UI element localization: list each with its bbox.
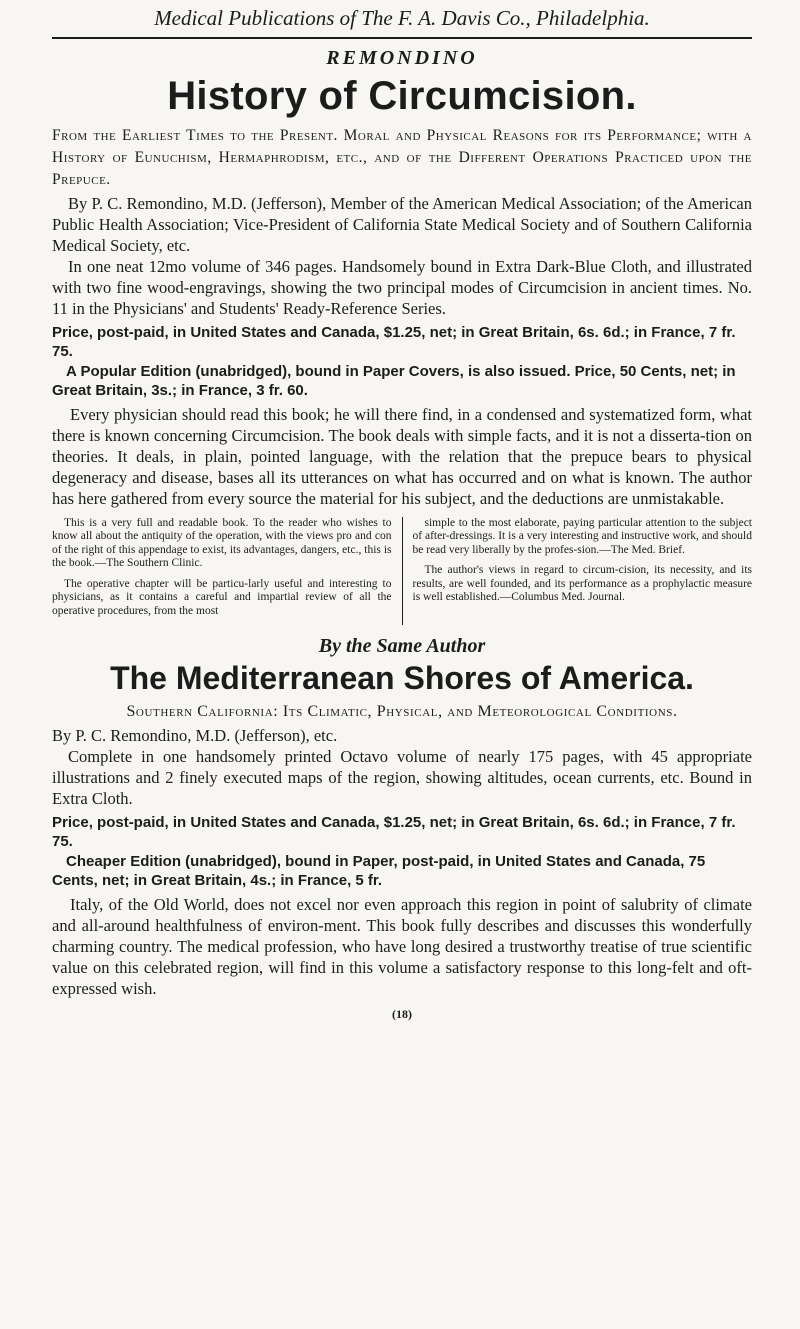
review-quote: The author's views in regard to circum-cision, its necessity, and its results, are well founded, and its performance as a prophylactic measure is well established.—Columbus Med. Journal. <box>412 564 752 603</box>
book-subtitle: From the Earliest Times to the Present. Moral and Physical Reasons for its Performance; with a History of Eunuchism, Hermaphrodism, etc., and of the Different Operations Practiced upon the Prepuce. <box>52 126 752 188</box>
book-byline: By P. C. Remondino, M.D. (Jefferson), Member of the American Medical Association; of the American Public Health Association; Vice-President of California State Medical Society and of Southern California Medical Society, etc. <box>52 193 752 255</box>
book-summary-2: Italy, of the Old World, does not excel nor even approach this region in point of salubrity of climate and all-around healthfulness of environ-ment. This book fully describes and discusses this wonderfully charming country. The medical profession, who have long desired a trustworthy treatise of true scientific value on this celebrated region, will find in this volume a satisfactory response to this long-felt and oft-expressed wish. <box>52 895 752 998</box>
page-number: (18) <box>392 1007 412 1021</box>
price-line-2: Price, post-paid, in United States and Canada, $1.25, net; in Great Britain, 6s. 6d.; in France, 7 fr. 75. <box>52 814 736 850</box>
book-summary: Every physician should read this book; he will there find, in a condensed and systematized form, what there is known concerning Circumcision. The book deals with simple facts, and it is not a disserta-tion on theories. It deals, in plain, pointed language, with the relation that the prepuce bears to physical degeneracy and disease, bases all its utterances on what has occurred and on what is known. The author has here gathered from every source the material for his subject, and the deductions are unmistakable. <box>52 404 752 508</box>
reviews <box>52 517 752 626</box>
review-quote: This is a very full and readable book. To the reader who wishes to know all about the antiquity of the operation, with the views pro and con of the right of this appendage to exist, its advantages, dangers, etc., this is the book.—The Southern Clinic. <box>52 516 392 569</box>
reviews-left-column <box>52 517 402 626</box>
author-heading: REMONDINO <box>326 46 478 69</box>
header-rule <box>52 37 752 39</box>
running-head <box>52 6 752 39</box>
book-byline-2: By P. C. Remondino, M.D. (Jefferson), etc. <box>52 726 338 745</box>
running-head-text: Medical Publications of The F. A. Davis Co., Philadelphia. <box>154 6 650 30</box>
review-quote: simple to the most elaborate, paying particular attention to the subject of after-dressings. It is a very interesting and instructive work, and should be read very liberally by the profes-sion.—The Med. Brief. <box>412 516 752 556</box>
reviews-right-column <box>402 517 753 626</box>
book-description-2: Complete in one handsomely printed Octavo volume of nearly 175 pages, with 45 appropriate illustrations and 2 finely executed maps of the region, showing altitudes, ocean currents, etc. Bound in Extra Cloth. <box>52 747 752 808</box>
price-line: Price, post-paid, in United States and Canada, $1.25, net; in Great Britain, 6s. 6d.; in France, 7 fr. 75. <box>52 323 736 360</box>
popular-edition-price: A Popular Edition (unabridged), bound in Paper Covers, is also issued. Price, 50 Cents, net; in Great Britain, 3s.; in France, 3 fr. 60. <box>52 362 736 399</box>
book-title-2: The Mediterranean Shores of America. <box>110 660 694 696</box>
book-title: History of Circumcision. <box>167 73 637 118</box>
same-author-heading: By the Same Author <box>318 635 486 657</box>
review-quote: The operative chapter will be particu-larly useful and interesting to physicians, as it contains a careful and impartial review of all the operative procedures, from the most <box>52 577 392 617</box>
book-description: In one neat 12mo volume of 346 pages. Handsomely bound in Extra Dark-Blue Cloth, and illustrated with two fine wood-engravings, showing the two principal modes of Circumcision in ancient times. No. 11 in the Physicians' and Students' Ready-Reference Series. <box>52 256 752 318</box>
cheaper-edition-price: Cheaper Edition (unabridged), bound in Paper, post-paid, in United States and Canada, 75 Cents, net; in Great Britain, 4s.; in France, 5 fr. <box>52 853 706 889</box>
book-subtitle-2: Southern California: Its Climatic, Physical, and Meteorological Conditions. <box>126 703 678 720</box>
